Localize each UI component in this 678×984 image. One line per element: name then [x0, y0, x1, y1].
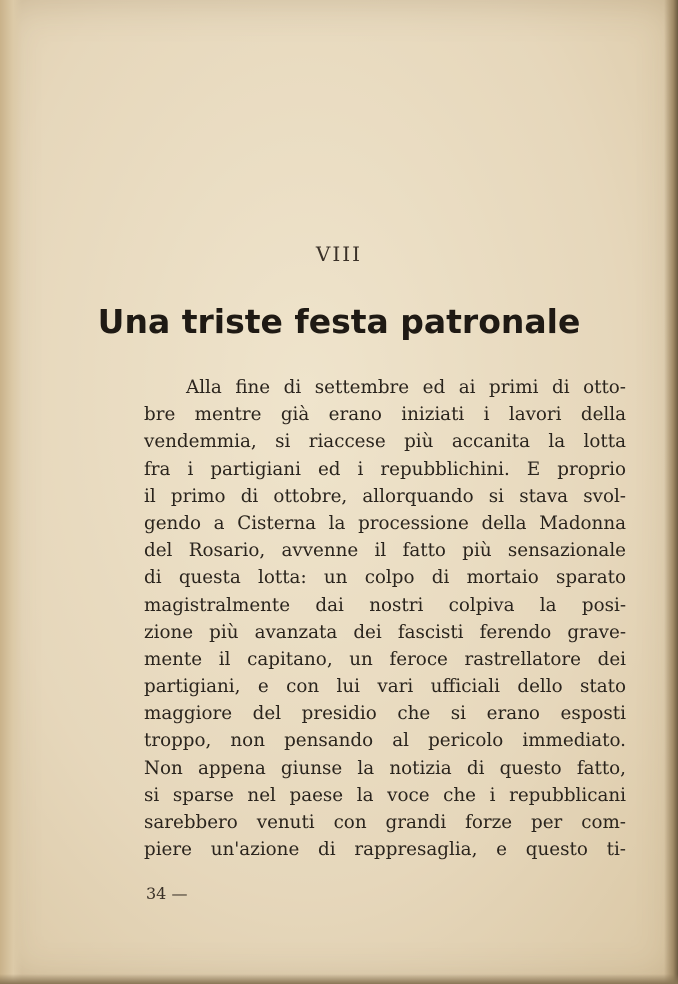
text-line: maggiore del presidio che si erano esposti: [144, 703, 626, 725]
text-line: bre mentre già erano iniziati i lavori della: [144, 404, 626, 426]
page-edge-shadow: [664, 0, 678, 984]
text-line: gendo a Cisterna la processione della Madonna: [144, 512, 626, 534]
text-line: Alla fine di settembre ed ai primi di otto-: [186, 377, 626, 398]
chapter-title: Una triste festa patronale: [97, 302, 581, 341]
text-line: Non appena giunse la notizia di questo fatto,: [144, 757, 626, 779]
text-line: si sparse nel paese la voce che i repubblicani: [144, 784, 626, 806]
text-line: partigiani, e con lui vari ufficiali dello stato: [144, 676, 626, 698]
text-line: del Rosario, avvenne il fatto più sensazionale: [144, 540, 626, 562]
body-text: [144, 374, 626, 863]
chapter-number: VIII: [315, 242, 363, 266]
text-line: piere un'azione di rappresaglia, e questo ti-: [144, 839, 626, 861]
text-line: vendemmia, si riaccese più accanita la lotta: [144, 431, 626, 453]
text-line: magistralmente dai nostri colpiva la posi-: [144, 594, 626, 616]
text-line: fra i partigiani ed i repubblichini. E proprio: [144, 458, 626, 480]
text-line: il primo di ottobre, allorquando si stava svol-: [144, 485, 626, 507]
page-number: 34 —: [146, 884, 188, 903]
text-line: di questa lotta: un colpo di mortaio sparato: [144, 567, 626, 589]
text-line: sarebbero venuti con grandi forze per com-: [144, 812, 626, 833]
text-line: mente il capitano, un feroce rastrellatore dei: [144, 648, 626, 670]
bottom-edge-shadow: [0, 974, 678, 984]
text-line: zione più avanzata dei fascisti ferendo grave-: [144, 621, 626, 643]
binding-edge: [0, 0, 22, 984]
text-line: troppo, non pensando al pericolo immediato.: [144, 730, 626, 752]
